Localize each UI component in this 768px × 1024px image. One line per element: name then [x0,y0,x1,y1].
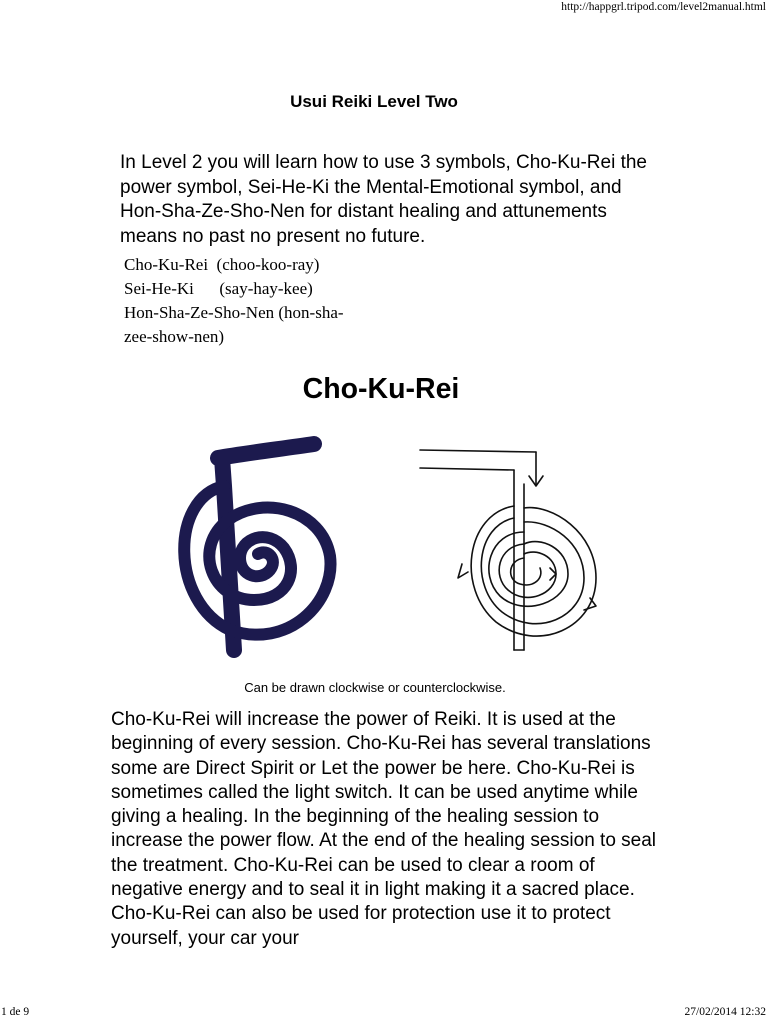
cho-ku-rei-symbol-outlined [400,428,610,666]
pronunciation-line: Cho-Ku-Rei (choo-koo-ray) [124,255,320,274]
page-number: 1 de 9 [1,1006,30,1018]
source-url: http://happgrl.tripod.com/level2manual.html [561,1,766,13]
symbol-caption: Can be drawn clockwise or counterclockwise. [244,680,506,695]
pronunciation-list [124,253,424,349]
pronunciation-line: Sei-He-Ki (say-hay-kee) [124,279,313,298]
section-heading: Cho-Ku-Rei [302,373,460,405]
intro-paragraph: In Level 2 you will learn how to use 3 symbols, Cho-Ku-Rei the power symbol, Sei-He-Ki the Mental-Emotional symbol, and Hon-Sha-Ze-Sho-Nen for distant healing and attunements means no past no present no future. [120,152,647,247]
body-paragraph: Cho-Ku-Rei will increase the power of Reiki. It is used at the beginning of every session. Cho-Ku-Rei has several translations some are Direct Spirit or Let the power be here. Cho-Ku-Rei is sometimes called the light switch. It can be used anytime while giving a healing. In the beginning of the healing session to increase the power flow. At the end of the healing session to seal the treatment. Cho-Ku-Rei can be used to clear a room of negative energy and to seal it in light making it a sacred place. Cho-Ku-Rei can also be used for protection use it to protect yourself, your car your [111,709,657,949]
print-timestamp: 27/02/2014 12:32 [684,1006,766,1018]
page-title: Usui Reiki Level Two [290,92,458,111]
pronunciation-line: Hon-Sha-Ze-Sho-Nen (hon-sha- [124,303,344,322]
pronunciation-line: zee-show-nen) [124,327,225,346]
cho-ku-rei-symbol-solid [160,424,385,666]
